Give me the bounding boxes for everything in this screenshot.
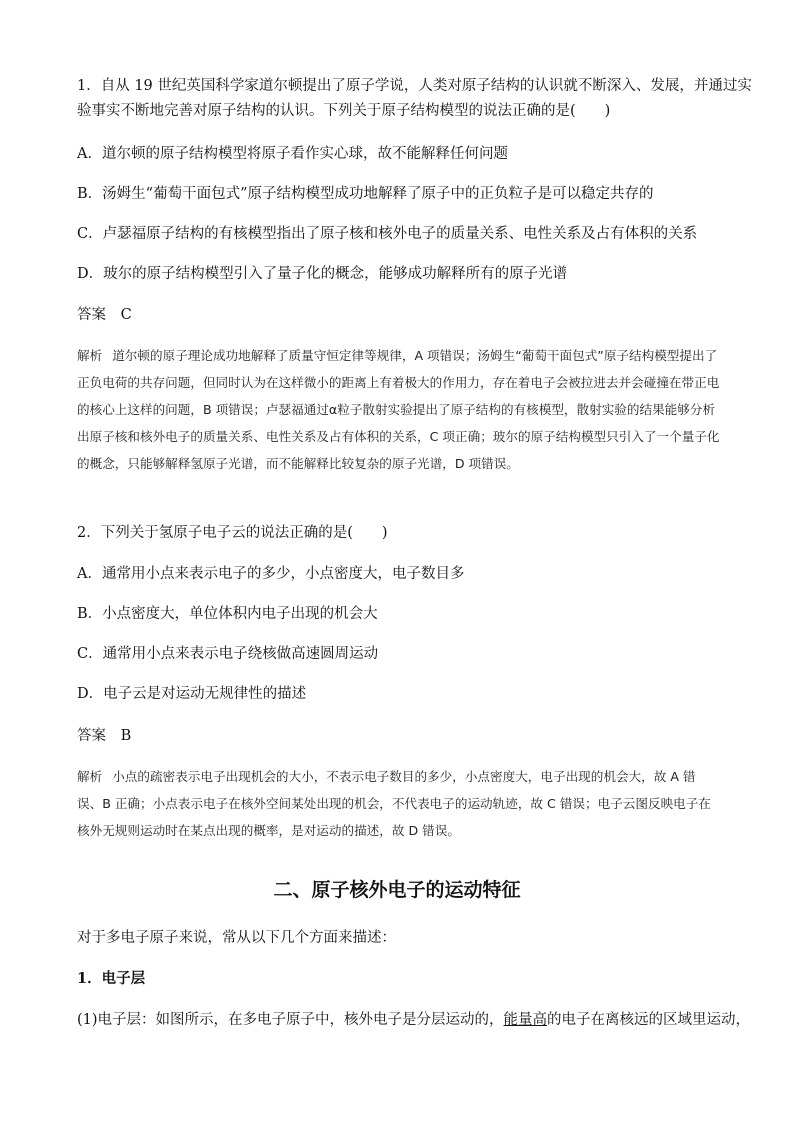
analysis-text: 道尔顿的原子理论成功地解释了质量守恒定律等规律，A 项错误；汤姆生“葡萄干面包式”原子结构模型提出了正负电荷的共存问题，但同时认为在这样微小的距离上有着极大的作用力，存在着电子会被拉进去并会碰撞在带正电的核心上这样的问题，B 项错误；卢瑟福通过α粒子散射实验提出了原子结构的有核模型，散射实验的结果能够分析出原子核和核外电子的质量关系、电性关系及占有体积的关系，C 项正确；玻尔的原子结构模型只引入了一个量子化的概念，只能够解释氢原子光谱，而不能解释比较复杂的原子光谱，D 项错误。 [77, 348, 720, 471]
answer-label: 答案 [77, 307, 106, 323]
q2-answer [77, 726, 724, 746]
section-title: 二、原子核外电子的运动特征 [273, 879, 521, 901]
q1-answer [77, 305, 724, 325]
q1-option-a: A．道尔顿的原子结构模型将原子看作实心球，故不能解释任何问题 [77, 146, 508, 162]
analysis-text: 小点的疏密表示电子出现机会的大小，不表示电子数目的多少，小点密度大，电子出现的机会大，故 A 错误、B 正确；小点表示电子在核外空间某处出现的机会，不代表电子的运动轨迹，故 C 错误；电子云图反映电子在核外无规则运动时在某点出现的概率，是对运动的描述，故 D 错误。 [77, 769, 711, 838]
answer-value: B [120, 728, 132, 744]
q2-option-c: C．通常用小点来表示电子绕核做高速圆周运动 [77, 646, 379, 662]
q2-option-b: B．小点密度大，单位体积内电子出现的机会大 [77, 606, 378, 622]
q1-option-d: D．玻尔的原子结构模型引入了量子化的概念，能够成功解释所有的原子光谱 [77, 266, 568, 282]
q1-analysis [77, 342, 720, 477]
subsection-heading: 1．电子层 [77, 970, 146, 987]
answer-value: C [120, 307, 132, 323]
q1-option-c: C．卢瑟福原子结构的有核模型指出了原子核和核外电子的质量关系、电性关系及占有体积的关系 [77, 226, 698, 242]
paragraph-electron-layer [77, 1010, 751, 1030]
q2-option-a: A．通常用小点来表示电子的多少，小点密度大，电子数目多 [77, 566, 465, 582]
q2-option-d: D．电子云是对运动无规律性的描述 [77, 686, 307, 702]
underlined-term: 能量高 [503, 1012, 548, 1028]
q2-stem: 2．下列关于氢原子电子云的说法正确的是( ) [77, 525, 388, 541]
section-intro: 对于多电子原子来说，常从以下几个方面来描述： [77, 930, 396, 946]
analysis-label: 解析 [77, 769, 103, 784]
analysis-label: 解析 [77, 348, 103, 363]
q1-stem-line1: 1．自从 19 世纪英国科学家道尔顿提出了原子学说，人类对原子结构的认识就不断深入、发展，并通过实 [77, 78, 752, 94]
q1-option-b: B．汤姆生“葡萄干面包式”原子结构模型成功地解释了原子中的正负粒子是可以稳定共存的 [77, 186, 654, 202]
q2-analysis [77, 763, 720, 844]
q1-stem-line2: 验事实不断地完善对原子结构的认识。下列关于原子结构模型的说法正确的是( ) [77, 103, 611, 119]
answer-label: 答案 [77, 728, 106, 744]
paragraph-part: 的电子在离核远的区域里运动， [547, 1012, 751, 1028]
paragraph-part: (1)电子层：如图所示，在多电子原子中，核外电子是分层运动的， [77, 1012, 504, 1028]
